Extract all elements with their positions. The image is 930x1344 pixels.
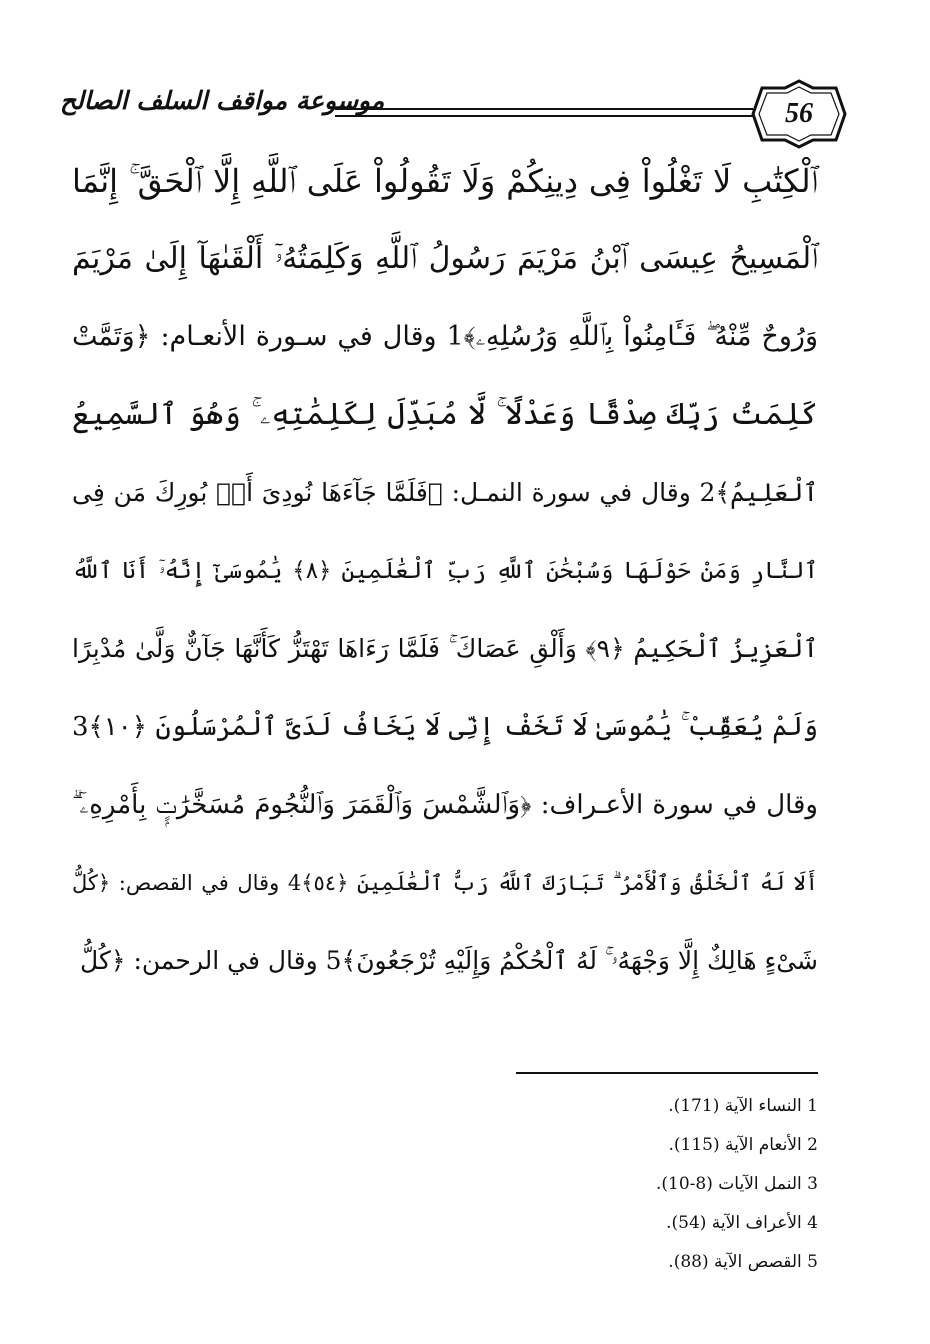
page-number: 56: [785, 98, 813, 129]
footnotes: [360, 1088, 818, 1283]
text-line: ٱلْعَلِيمُ﴾2 وقال في سورة النمـل: ﴿فَلَمَّا جَآءَهَا نُودِىَ أَنۢ بُورِكَ مَن فِى: [72, 478, 818, 507]
footnote-separator: [516, 1072, 818, 1074]
text-line: وَرُوحٌ مِّنْهُ ۖ فَـَٔامِنُواْ بِٱللَّهِ وَرُسُلِهِۦ﴾1 وقال في سـورة الأنعـام: ﴿وَتَمَّتْ: [72, 321, 818, 352]
footnote: 1 النساء الآية (171).: [668, 1096, 818, 1116]
text-line: كَلِمَتُ رَبِّكَ صِدْقًا وَعَدْلًا ۚ لَّا مُبَدِّلَ لِكَلِمَٰتِهِۦ ۚ وَهُوَ ٱلسَّمِيعُ: [72, 397, 818, 432]
page-number-badge: [750, 78, 848, 150]
text-line: ٱلْكِتَٰبِ لَا تَغْلُواْ فِى دِينِكُمْ وَلَا تَقُولُواْ عَلَى ٱللَّهِ إِلَّا ٱلْحَقَّ ۚ إِنَّمَا: [72, 162, 818, 200]
footnote: 4 الأعراف الآية (54).: [666, 1213, 818, 1233]
text-line: ٱلْعَزِيزُ ٱلْحَكِيمُ ﴿٩﴾ وَأَلْقِ عَصَاكَ ۚ فَلَمَّا رَءَاهَا تَهْتَزُّ كَأَنَّهَا جَآنٌّ وَلَّىٰ مُدْبِرًا: [72, 634, 818, 663]
page-header: [40, 78, 820, 158]
text-line: وَلَمْ يُعَقِّبْ ۚ يَٰمُوسَىٰ لَا تَخَفْ إِنِّى لَا يَخَافُ لَدَىَّ ٱلْمُرْسَلُونَ ﴿١٠﴾3: [72, 712, 818, 742]
text-line: أَلَا لَهُ ٱلْخَلْقُ وَٱلْأَمْرُ ۗ تَبَارَكَ ٱللَّهُ رَبُّ ٱلْعَٰلَمِينَ ﴿٥٤﴾4 وقال في القصص: ﴿كُلُّ: [72, 871, 818, 895]
text-line: وقال في سورة الأعـراف: ﴿وَٱلشَّمْسَ وَٱلْقَمَرَ وَٱلنُّجُومَ مُسَخَّرَٰتٍۭ بِأَمْرِهِۦٓ ۗ: [72, 790, 818, 820]
header-double-rule: [335, 104, 753, 122]
main-text: [72, 148, 818, 1006]
book-title: موسوعة مواقف السلف الصالح: [60, 86, 385, 115]
footnote: 3 النمل الآيات (8-10).: [655, 1174, 818, 1194]
text-line: شَىْءٍ هَالِكٌ إِلَّا وَجْهَهُۥ ۚ لَهُ ٱلْحُكْمُ وَإِلَيْهِ تُرْجَعُونَ﴾5 وقال في الرحمن: ﴿كُلُّ: [80, 946, 818, 975]
text-line: ٱلْمَسِيحُ عِيسَى ٱبْنُ مَرْيَمَ رَسُولُ ٱللَّهِ وَكَلِمَتُهُۥٓ أَلْقَىٰهَآ إِلَىٰ مَرْيَمَ: [72, 241, 818, 276]
text-line: ٱلنَّارِ وَمَنْ حَوْلَهَا وَسُبْحَٰنَ ٱللَّهِ رَبِّ ٱلْعَٰلَمِينَ ﴿٨﴾ يَٰمُوسَىٰٓ إِنَّهُۥٓ أَنَا ٱللَّهُ: [72, 558, 818, 584]
footnote: 5 القصص الآية (88).: [668, 1252, 818, 1272]
footnote: 2 الأنعام الآية (115).: [668, 1135, 818, 1155]
